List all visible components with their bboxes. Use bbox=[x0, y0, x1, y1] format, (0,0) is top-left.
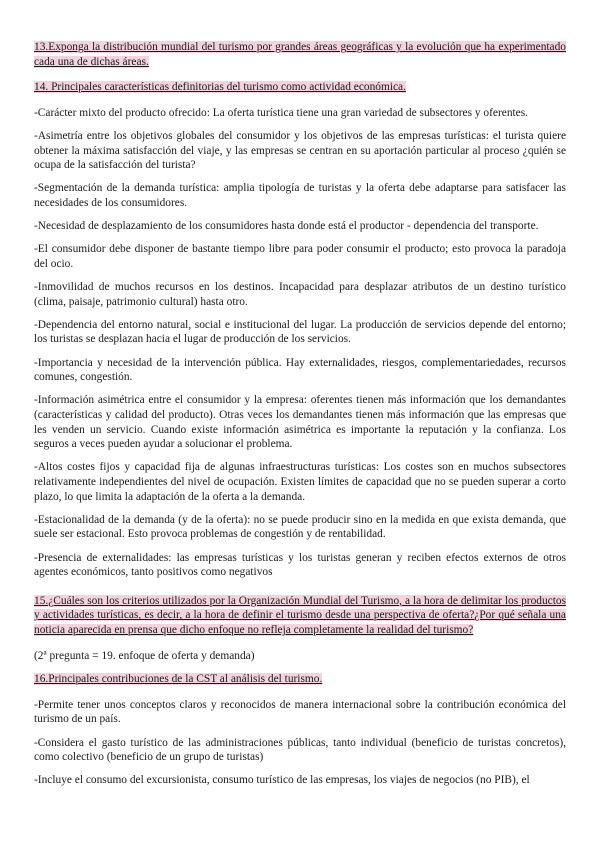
list-item: -Altos costes fijos y capacidad fija de algunas infraestructuras turísticas: Los costes son en muchos subsectores relativamente independientes del nivel de ocupación. Existen límites de capacidad que no se pueden superar a corto plazo, lo que limita la adaptación de la oferta a la demanda. bbox=[34, 461, 566, 503]
document-page bbox=[34, 40, 566, 796]
list-item: -Dependencia del entorno natural, social e institucional del lugar. La producción de servicios depende del entorno; los turistas se desplazan hacia el lugar de producción de los servicios. bbox=[34, 318, 566, 346]
section-14-list bbox=[34, 106, 566, 580]
question-16-block bbox=[34, 672, 566, 687]
question-14-block bbox=[34, 80, 566, 95]
question-16-heading: 16.Principales contribuciones de la CST al análisis del turismo. bbox=[34, 673, 323, 686]
list-item: -Información asimétrica entre el consumidor y la empresa: oferentes tienen más información que los demandantes (características y calidad del producto). Otras veces los demandantes tienen más información que las empresas que les venden un servicio. Cuando existe información asimétrica es importante la reputación y la confianza. Los seguros a veces pueden ayudar a solucionar el problema. bbox=[34, 394, 566, 451]
question-13-heading: 13.Exponga la distribución mundial del turismo por grandes áreas geográficas y la evolución que ha experimentado cada una de dichas áreas. bbox=[34, 41, 566, 68]
list-item: -Estacionalidad de la demanda (y de la oferta): no se puede producir sino en la medida en que exista demanda, que suele ser estacional. Esto provoca problemas de congestión y de rentabilidad. bbox=[34, 513, 566, 541]
section-16-list bbox=[34, 698, 566, 788]
question-15-note: (2ª pregunta = 19. enfoque de oferta y demanda) bbox=[34, 649, 255, 662]
list-item: -Inmovilidad de muchos recursos en los destinos. Incapacidad para desplazar atributos de un destino turístico (clima, paisaje, patrimonio cultural) hasta otro. bbox=[34, 281, 566, 308]
list-item: -Segmentación de la demanda turística: amplia tipología de turistas y la oferta debe adaptarse para satisfacer las necesidades de los consumidores. bbox=[34, 182, 566, 209]
list-item: -Permite tener unos conceptos claros y reconocidos de manera internacional sobre la contribución económica del turismo de un país. bbox=[34, 698, 566, 726]
question-13-block bbox=[34, 40, 566, 69]
list-item: -Asimetría entre los objetivos globales del consumidor y los objetivos de las empresas turísticas: el turista quiere obtener la máxima satisfacción del viaje, y las empresas se centran en su aportación particular al proceso ¿quién se ocupa de la satisfacción del turista? bbox=[34, 129, 566, 172]
question-15-heading: 15.¿Cuáles son los criterios utilizados por la Organización Mundial del Turismo, a la hora de delimitar los productos y actividades turísticas, es decir, a la hora de definir el turismo desde una perspectiva de oferta?¿Por qué señala una noticia aparecida en prensa que dicho enfoque no refleja completamente la realidad del turismo? bbox=[34, 594, 566, 636]
list-item: -Necesidad de desplazamiento de los consumidores hasta donde está el productor - dependencia del transporte. bbox=[34, 220, 539, 233]
list-item: -Presencia de externalidades: las empresas turísticas y los turistas generan y reciben efectos externos de otros agentes económicos, tanto positivos como negativos bbox=[34, 551, 566, 579]
question-14-heading: 14. Principales características definitorias del turismo como actividad económica. bbox=[34, 81, 406, 94]
list-item: -Considera el gasto turístico de las administraciones públicas, tanto individual (beneficio de turistas concretos), como colectivo (beneficio de un grupo de turistas) bbox=[34, 736, 566, 764]
list-item: -Incluye el consumo del excursionista, consumo turístico de las empresas, los viajes de negocios (no PIB), el bbox=[34, 774, 530, 787]
list-item: -Importancia y necesidad de la intervención pública. Hay externalidades, riesgos, complementariedades, recursos comunes, congestión. bbox=[34, 356, 566, 384]
list-item: -El consumidor debe disponer de bastante tiempo libre para poder consumir el producto; esto provoca la paradoja del ocio. bbox=[34, 243, 566, 270]
question-15-block bbox=[34, 594, 566, 638]
list-item: -Carácter mixto del producto ofrecido: La oferta turística tiene una gran variedad de subsectores y oferentes. bbox=[34, 106, 529, 119]
